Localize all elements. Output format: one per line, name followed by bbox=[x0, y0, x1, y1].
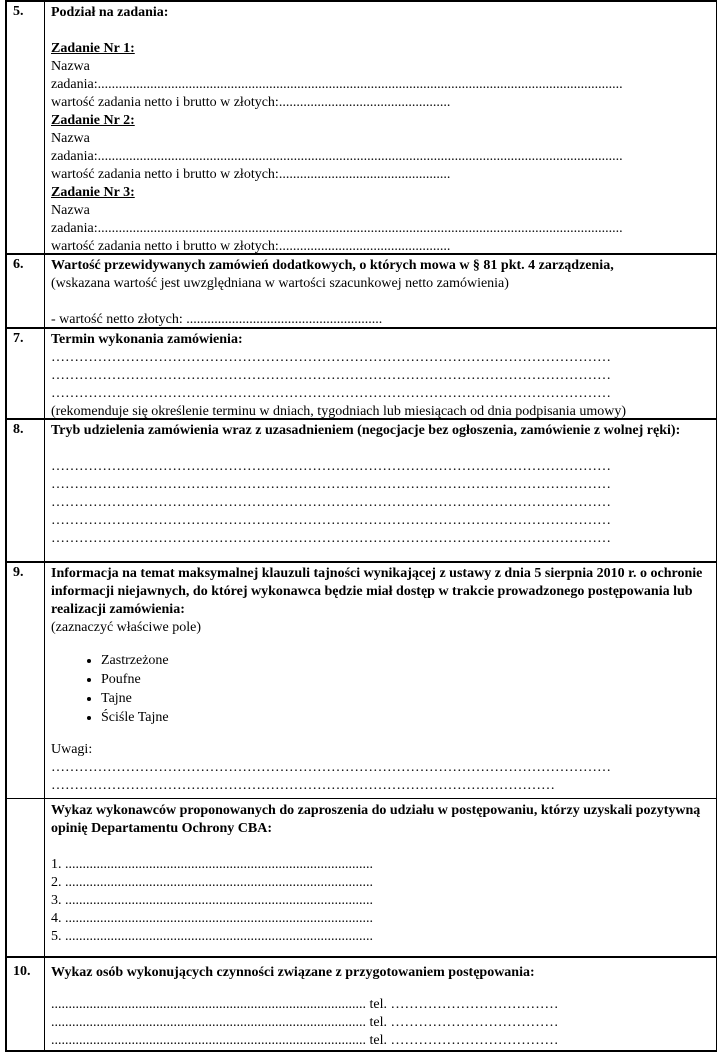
section-title: Tryb udzielenia zamówienia wraz z uzasadnieniem (negocjacje bez ogłoszenia, zamówienie z wolnej ręki): bbox=[51, 423, 681, 438]
task-value-field[interactable]: wartość zadania netto i brutto w złotych:................................................. bbox=[51, 167, 451, 182]
task-heading: Zadanie Nr 2: bbox=[51, 113, 135, 128]
section-content bbox=[51, 4, 710, 256]
section-contractors bbox=[5, 798, 717, 956]
section-content bbox=[51, 964, 710, 1050]
section-title: Informacja na temat maksymalnej klauzuli tajności wynikającej z ustawy z dnia 5 sierpnia 2010 r. o ochronie informacji niejawnych, do której wykonawca będzie miał dostęp w trakcie prowadzonego postępowania lub realizacji zamówienia: bbox=[51, 566, 703, 617]
classification-option[interactable]: • Ściśle Tajne bbox=[101, 708, 710, 727]
remarks-label: Uwagi: bbox=[51, 742, 93, 757]
column-divider bbox=[44, 420, 45, 561]
section-title: Podział na zadania: bbox=[51, 5, 169, 20]
task-name-label: Nazwa bbox=[51, 59, 90, 74]
justification-field-line[interactable]: ………………………………………………………………………………………………………… bbox=[51, 477, 611, 492]
section-title: Wykaz osób wykonujących czynności związane z przygotowaniem postępowania: bbox=[51, 965, 535, 980]
task-heading: Zadanie Nr 1: bbox=[51, 41, 135, 56]
contractor-field[interactable]: 4. ........................................................................................ bbox=[51, 911, 373, 926]
section-number: 5. bbox=[13, 4, 24, 19]
person-field[interactable]: .......................................................................................... tel. ……………………………… bbox=[51, 1015, 559, 1030]
contractor-field[interactable]: 3. ........................................................................................ bbox=[51, 893, 373, 908]
justification-field-line[interactable]: ………………………………………………………………………………………………………… bbox=[51, 459, 611, 474]
justification-field-line[interactable]: ………………………………………………………………………………………………………… bbox=[51, 513, 611, 528]
section-content bbox=[51, 257, 710, 329]
task-value-field[interactable]: wartość zadania netto i brutto w złotych:................................................. bbox=[51, 239, 451, 254]
remarks-field-line[interactable]: ……………………………………………………………………………………………… bbox=[51, 778, 555, 793]
task-name-field[interactable]: zadania:...................................................................................................................................................... bbox=[51, 149, 623, 164]
classification-options bbox=[51, 651, 710, 727]
section-content bbox=[51, 422, 710, 548]
section-number: 6. bbox=[13, 257, 24, 272]
term-field-line[interactable]: ………………………………………………………………………………………………………… bbox=[51, 368, 611, 383]
contractor-field[interactable]: 2. ........................................................................................ bbox=[51, 875, 373, 890]
section-note: (wskazana wartość jest uwzględniana w wartości szacunkowej netto zamówienia) bbox=[51, 276, 509, 291]
section-5 bbox=[5, 0, 717, 253]
classification-option[interactable]: • Zastrzeżone bbox=[101, 651, 710, 670]
term-field-line[interactable]: ………………………………………………………………………………………………………… bbox=[51, 386, 611, 401]
column-divider bbox=[44, 563, 45, 798]
column-divider bbox=[44, 255, 45, 327]
justification-field-line[interactable]: ………………………………………………………………………………………………………… bbox=[51, 531, 611, 546]
task-heading: Zadanie Nr 3: bbox=[51, 185, 135, 200]
section-note: (rekomenduje się określenie terminu w dniach, tygodniach lub miesiącach od dnia podpisania umowy) bbox=[51, 404, 627, 419]
section-content bbox=[51, 802, 710, 946]
section-content bbox=[51, 331, 710, 421]
task-name-label: Nazwa bbox=[51, 131, 90, 146]
task-name-field[interactable]: zadania:...................................................................................................................................................... bbox=[51, 77, 623, 92]
column-divider bbox=[44, 329, 45, 418]
person-field[interactable]: .......................................................................................... tel. ……………………………… bbox=[51, 997, 559, 1012]
task-value-field[interactable]: wartość zadania netto i brutto w złotych:................................................. bbox=[51, 95, 451, 110]
column-divider bbox=[44, 958, 45, 1050]
section-10 bbox=[5, 956, 717, 1052]
section-content bbox=[51, 565, 710, 795]
task-name-field[interactable]: zadania:...................................................................................................................................................... bbox=[51, 221, 623, 236]
section-title: Termin wykonania zamówienia: bbox=[51, 332, 243, 347]
section-number: 8. bbox=[13, 422, 24, 437]
section-number: 10. bbox=[13, 964, 31, 979]
section-9 bbox=[5, 561, 717, 798]
section-8 bbox=[5, 418, 717, 561]
classification-option[interactable]: • Poufne bbox=[101, 670, 710, 689]
section-note: (zaznaczyć właściwe pole) bbox=[51, 620, 202, 635]
classification-option[interactable]: • Tajne bbox=[101, 689, 710, 708]
section-7 bbox=[5, 327, 717, 418]
justification-field-line[interactable]: ………………………………………………………………………………………………………… bbox=[51, 495, 611, 510]
section-number: 7. bbox=[13, 331, 24, 346]
remarks-field-line[interactable]: ………………………………………………………………………………………………………… bbox=[51, 760, 611, 775]
section-6 bbox=[5, 253, 717, 327]
term-field-line[interactable]: ………………………………………………………………………………………………………… bbox=[51, 350, 611, 365]
task-name-label: Nazwa bbox=[51, 203, 90, 218]
contractor-field[interactable]: 1. ........................................................................................ bbox=[51, 857, 373, 872]
column-divider bbox=[44, 799, 45, 956]
person-field[interactable]: .......................................................................................... tel. ……………………………… bbox=[51, 1033, 559, 1048]
section-title: Wartość przewidywanych zamówień dodatkowych, o których mowa w § 81 pkt. 4 zarządzenia, bbox=[51, 258, 614, 273]
contractor-field[interactable]: 5. ........................................................................................ bbox=[51, 929, 373, 944]
column-divider bbox=[44, 2, 45, 253]
additional-value-field[interactable]: - wartość netto złotych: ........................................................ bbox=[51, 312, 383, 327]
section-number: 9. bbox=[13, 565, 24, 580]
section-title: Wykaz wykonawców proponowanych do zaproszenia do udziału w postępowaniu, którzy uzyskali pozytywną opinię Departamentu Ochrony CBA: bbox=[51, 803, 701, 836]
